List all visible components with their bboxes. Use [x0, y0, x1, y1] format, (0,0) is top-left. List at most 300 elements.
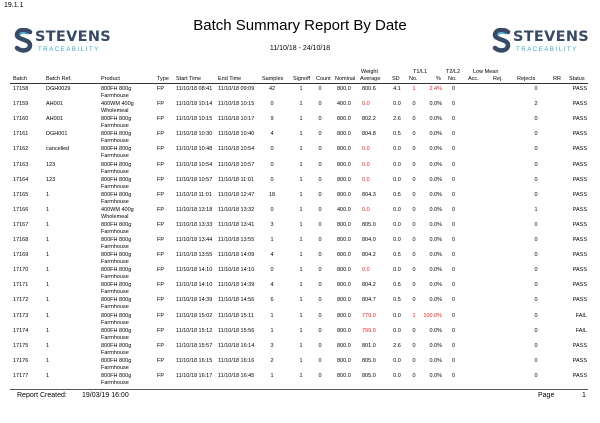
cell-status: PASS: [572, 146, 587, 153]
cell-batch: 17169: [13, 252, 29, 259]
cell-nominal: 800.0: [337, 327, 351, 334]
cell-samples: 6: [270, 297, 274, 304]
cell-signoff: 1: [299, 282, 303, 289]
cell-t1no: 0: [412, 176, 416, 183]
header-t2-no: No.: [448, 76, 457, 82]
cell-signoff: 1: [299, 252, 303, 259]
cell-avg: 0.0: [362, 161, 370, 168]
header-status: Status: [569, 76, 585, 82]
cell-p2: Farmhouse: [101, 198, 129, 205]
cell-p1: 400WM 400g: [101, 101, 134, 108]
cell-start: 11/10/18 13:18: [176, 206, 213, 213]
cell-signoff: 1: [299, 267, 303, 274]
cell-p1: 800FH 800g: [101, 342, 132, 349]
cell-t2: 0: [452, 237, 456, 243]
cell-ref: 1: [46, 297, 50, 304]
cell-signoff: 1: [299, 327, 303, 334]
cell-signoff: 1: [299, 146, 303, 153]
cell-t2: 0: [452, 357, 456, 364]
cell-nominal: 800.0: [337, 86, 351, 92]
cell-signoff: 1: [299, 357, 303, 364]
cell-signoff: 1: [299, 342, 303, 349]
cell-start: 11/10/18 16:17: [176, 372, 213, 379]
cell-status: FAIL: [575, 327, 587, 334]
cell-p1: 800FH 800g: [101, 282, 132, 289]
cell-t1pct: 0.0%: [429, 342, 442, 349]
page-number: 1: [582, 392, 586, 399]
cell-batch: 17164: [13, 176, 29, 183]
cell-avg: 0.0: [362, 176, 370, 183]
cell-rejects: 0: [534, 342, 538, 349]
cell-t1pct: 0.0%: [429, 282, 442, 289]
cell-signoff: 1: [299, 176, 303, 183]
date-range: 11/10/18 - 24/10/18: [269, 45, 331, 52]
cell-t2: 0: [452, 221, 456, 228]
header-start-time: Start Time: [176, 76, 202, 82]
cell-avg: 0.0: [362, 146, 370, 153]
cell-type: FP: [157, 161, 165, 168]
cell-t1pct: 0.0%: [429, 372, 442, 379]
cell-count: 0: [318, 221, 322, 228]
cell-batch: 17166: [13, 206, 29, 213]
cell-start: 11/10/18 16:15: [176, 357, 213, 364]
cell-sd: 0.5: [393, 131, 401, 138]
cell-p2: Farmhouse: [101, 259, 129, 266]
cell-count: 0: [318, 116, 322, 123]
cell-p1: 800FH 800g: [101, 116, 132, 123]
cell-t2: 0: [452, 206, 456, 213]
cell-count: 0: [318, 327, 322, 334]
cell-rejects: 0: [534, 237, 538, 243]
cell-type: FP: [157, 221, 165, 228]
cell-ref: 123: [46, 176, 56, 183]
cell-status: PASS: [572, 252, 587, 259]
cell-p1: 800FH 800g: [101, 357, 132, 364]
cell-sd: 4.1: [393, 86, 401, 92]
cell-start: 11/10/18 10:14: [176, 101, 213, 108]
cell-nominal: 800.0: [337, 312, 351, 319]
cell-rejects: 1: [534, 206, 538, 213]
cell-sd: 0.0: [393, 176, 401, 183]
cell-rejects: 0: [534, 357, 538, 364]
cell-batch: 17163: [13, 161, 29, 168]
cell-count: 0: [318, 237, 322, 243]
cell-batch: 17162: [13, 146, 29, 153]
cell-p2: Farmhouse: [101, 138, 129, 145]
cell-rejects: 0: [534, 267, 538, 274]
cell-ref: cancelled: [46, 146, 70, 153]
cell-type: FP: [157, 312, 165, 319]
cell-ref: 123: [46, 161, 56, 168]
cell-end: 11/10/18 16:14: [218, 342, 255, 349]
header-batch: Batch: [13, 76, 28, 82]
cell-samples: 9: [270, 116, 274, 123]
cell-sd: 0.0: [393, 327, 401, 334]
stevens-logo-left: [14, 28, 112, 55]
cell-start: 11/10/18 08:41: [176, 86, 213, 92]
cell-t1no: 0: [412, 252, 416, 259]
cell-batch: 17177: [13, 372, 29, 379]
cell-nominal: 400.0: [337, 101, 351, 108]
cell-sd: 0.0: [393, 357, 401, 364]
cell-t1no: 0: [412, 191, 416, 198]
cell-p1: 800FH 800g: [101, 131, 132, 138]
cell-type: FP: [157, 146, 165, 153]
cell-samples: 3: [270, 221, 274, 228]
cell-rejects: 0: [534, 221, 538, 228]
header-weight: Weight: [361, 69, 379, 75]
cell-batch: 17159: [13, 101, 29, 108]
cell-t1pct: 0.0%: [429, 297, 442, 304]
cell-end: 11/10/18 15:11: [218, 312, 254, 319]
cell-status: PASS: [572, 161, 587, 168]
cell-status: PASS: [572, 282, 587, 289]
cell-type: FP: [157, 237, 165, 243]
cell-t1pct: 100.0%: [423, 312, 442, 319]
cell-t2: 0: [452, 252, 456, 259]
stevens-s-icon: [14, 28, 34, 54]
cell-avg: 804.7: [362, 297, 376, 304]
cell-t2: 0: [452, 372, 456, 379]
cell-rejects: 0: [534, 116, 538, 123]
cell-count: 0: [318, 131, 322, 138]
cell-type: FP: [157, 101, 165, 108]
cell-nominal: 800.0: [337, 282, 351, 289]
cell-sd: 0.5: [393, 297, 401, 304]
cell-end: 11/10/18 10:15: [218, 101, 255, 108]
cell-samples: 0: [270, 176, 274, 183]
cell-batch: 17161: [13, 131, 29, 138]
cell-t1pct: 0.0%: [429, 237, 442, 243]
cell-start: 11/10/18 14:10: [176, 282, 213, 289]
cell-end: 11/10/18 14:39: [218, 282, 255, 289]
header-samples: Samples: [262, 76, 284, 82]
cell-start: 11/10/18 13:33: [176, 221, 213, 228]
cell-t1no: 0: [412, 116, 416, 123]
cell-end: 11/10/18 09:09: [218, 86, 255, 92]
cell-t1no: 1: [412, 312, 416, 319]
cell-t1no: 0: [412, 101, 416, 108]
cell-nominal: 800.0: [337, 237, 351, 243]
cell-status: PASS: [572, 131, 587, 138]
cell-t1no: 0: [412, 237, 416, 243]
cell-t1no: 0: [412, 161, 416, 168]
cell-batch: 17170: [13, 267, 29, 274]
cell-signoff: 1: [299, 312, 303, 319]
stevens-logo-right: [492, 28, 590, 55]
cell-samples: 42: [268, 86, 276, 92]
cell-signoff: 1: [299, 161, 303, 168]
cell-samples: 0: [270, 101, 274, 108]
cell-nominal: 800.0: [337, 161, 351, 168]
cell-sd: 2.6: [393, 116, 401, 123]
cell-start: 11/10/18 15:12: [176, 327, 213, 334]
cell-batch: 17165: [13, 191, 29, 198]
logo-sub: TRACEABILITY: [516, 47, 578, 53]
cell-signoff: 1: [299, 101, 303, 108]
cell-p1: 800FH 800g: [101, 191, 132, 198]
cell-count: 0: [318, 372, 322, 379]
cell-batch: 17171: [13, 282, 29, 289]
cell-status: PASS: [572, 86, 587, 92]
cell-t1pct: 0.0%: [429, 327, 442, 334]
logo-word: STEVENS: [35, 29, 112, 45]
header-t1l1: T1/L1: [413, 69, 428, 75]
cell-ref: 1: [46, 342, 50, 349]
cell-samples: 1: [270, 327, 274, 334]
cell-nominal: 800.0: [337, 357, 351, 364]
cell-t2: 0: [452, 282, 456, 289]
cell-ref: DGH001: [46, 131, 68, 138]
cell-type: FP: [157, 176, 165, 183]
cell-batch: 17160: [13, 116, 29, 123]
header-low-mean: Low Mean: [473, 69, 499, 75]
cell-end: 11/10/18 10:40: [218, 131, 255, 138]
cell-type: FP: [157, 357, 165, 364]
cell-t1pct: 0.0%: [429, 206, 442, 213]
cell-samples: 1: [270, 312, 274, 319]
cell-batch: 17158: [13, 86, 29, 92]
cell-t1pct: 0.0%: [429, 101, 442, 108]
cell-t1pct: 0.0%: [429, 357, 442, 364]
cell-t1no: 0: [412, 372, 416, 379]
logo-word: STEVENS: [513, 29, 590, 45]
cell-status: PASS: [572, 237, 587, 243]
cell-count: 0: [318, 146, 322, 153]
cell-status: PASS: [572, 116, 587, 123]
cell-p2: Farmhouse: [101, 319, 129, 326]
cell-batch: 17174: [13, 327, 29, 334]
header-rr: RR: [553, 76, 561, 82]
header-count: Count: [316, 76, 331, 82]
cell-status: PASS: [572, 101, 587, 108]
cell-nominal: 800.0: [337, 252, 351, 259]
cell-rejects: 0: [534, 191, 538, 198]
cell-samples: 4: [270, 131, 274, 138]
cell-nominal: 800.0: [337, 297, 351, 304]
report-title: Batch Summary Report By Date: [193, 17, 407, 34]
cell-t2: 0: [452, 86, 456, 92]
cell-t1pct: 0.0%: [429, 221, 442, 228]
cell-p1: 800FH 800g: [101, 252, 132, 259]
cell-type: FP: [157, 327, 165, 334]
cell-nominal: 800.0: [337, 342, 351, 349]
cell-rejects: 0: [534, 176, 538, 183]
cell-t1pct: 0.0%: [429, 146, 442, 153]
cell-t2: 0: [452, 312, 456, 319]
cell-t2: 0: [452, 131, 456, 138]
cell-p2: Farmhouse: [101, 379, 129, 386]
header-product: Product: [101, 76, 120, 82]
cell-sd: 0.0: [393, 312, 401, 319]
cell-p1: 800FH 800g: [101, 161, 132, 168]
cell-samples: 18: [268, 191, 276, 198]
cell-t2: 0: [452, 267, 456, 274]
cell-p1: 800FH 800g: [101, 297, 132, 304]
cell-start: 11/10/18 10:57: [176, 176, 213, 183]
cell-signoff: 1: [299, 131, 303, 138]
cell-count: 0: [318, 101, 322, 108]
cell-t2: 0: [452, 176, 456, 183]
stevens-s-icon: [492, 28, 512, 54]
cell-rejects: 0: [534, 282, 538, 289]
cell-samples: 0: [270, 146, 274, 153]
cell-start: 11/10/18 10:30: [176, 131, 213, 138]
cell-t1pct: 0.0%: [429, 161, 442, 168]
cell-end: 11/10/18 13:55: [218, 237, 255, 243]
cell-t2: 0: [452, 191, 456, 198]
header-average: Average: [360, 76, 381, 82]
cell-nominal: 800.0: [337, 372, 351, 379]
cell-nominal: 800.0: [337, 146, 351, 153]
cell-signoff: 1: [299, 372, 303, 379]
report-created-value: 19/03/19 16:00: [82, 392, 129, 399]
cell-t1pct: 0.0%: [429, 252, 442, 259]
cell-end: 11/10/18 14:10: [218, 267, 255, 274]
cell-ref: 1: [46, 312, 50, 319]
cell-p2: Farmhouse: [101, 244, 129, 250]
cell-p1: 800FH 800g: [101, 221, 132, 228]
cell-count: 0: [318, 267, 322, 274]
version-label: 19.1.1: [4, 2, 24, 9]
cell-signoff: 1: [299, 191, 303, 198]
cell-p2: Farmhouse: [101, 183, 129, 190]
cell-end: 11/10/18 10:17: [218, 116, 255, 123]
cell-type: FP: [157, 206, 165, 213]
cell-type: FP: [157, 116, 165, 123]
cell-count: 0: [318, 252, 322, 259]
cell-p1: 800FH 800g: [101, 237, 132, 243]
cell-type: FP: [157, 86, 165, 92]
header-t2l2: T2/L2: [446, 69, 461, 75]
cell-end: 11/10/18 12:47: [218, 191, 255, 198]
cell-count: 0: [318, 191, 322, 198]
cell-sd: 2.6: [393, 342, 401, 349]
cell-ref: 1: [46, 267, 50, 274]
cell-rejects: 0: [534, 327, 538, 334]
cell-ref: 1: [46, 206, 50, 213]
cell-rejects: 0: [534, 131, 538, 138]
cell-t1no: 0: [412, 267, 416, 274]
cell-end: 11/10/18 14:09: [218, 252, 255, 259]
cell-nominal: 800.0: [337, 116, 351, 123]
cell-rejects: 0: [534, 297, 538, 304]
cell-status: PASS: [572, 267, 587, 274]
cell-t1no: 0: [412, 206, 416, 213]
cell-avg: 804.2: [362, 282, 376, 289]
logo-sub: TRACEABILITY: [38, 47, 100, 53]
cell-ref: 1: [46, 221, 50, 228]
cell-avg: 805.0: [362, 221, 376, 228]
cell-type: FP: [157, 191, 165, 198]
cell-end: 11/10/18 14:56: [218, 297, 255, 304]
cell-samples: 0: [270, 206, 274, 213]
cell-p1: 800FH 800g: [101, 327, 132, 334]
cell-batch: 17173: [13, 312, 29, 319]
header-rule: [10, 83, 588, 84]
cell-batch: 17175: [13, 342, 29, 349]
cell-type: FP: [157, 267, 165, 274]
header-signoff: Signoff: [293, 76, 311, 82]
cell-p2: Farmhouse: [101, 274, 129, 281]
cell-t1no: 0: [412, 297, 416, 304]
header-type: Type: [157, 76, 169, 82]
cell-avg: 805.0: [362, 357, 376, 364]
cell-nominal: 800.0: [337, 221, 351, 228]
cell-start: 11/10/18 14:39: [176, 297, 213, 304]
cell-ref: 1: [46, 252, 50, 259]
cell-t1no: 1: [412, 86, 416, 92]
cell-sd: 0.0: [393, 206, 401, 213]
cell-type: FP: [157, 342, 165, 349]
cell-batch: 17167: [13, 221, 29, 228]
page-label: Page: [538, 392, 555, 399]
cell-count: 0: [318, 176, 322, 183]
cell-end: 11/10/18 13:41: [218, 221, 255, 228]
cell-status: PASS: [572, 357, 587, 364]
cell-avg: 800.6: [362, 86, 376, 92]
cell-count: 0: [318, 297, 322, 304]
cell-t2: 0: [452, 161, 456, 168]
cell-samples: 3: [270, 342, 274, 349]
cell-signoff: 1: [299, 221, 303, 228]
cell-start: 11/10/18 10:48: [176, 146, 213, 153]
cell-avg: 0.0: [362, 267, 370, 274]
cell-samples: 4: [270, 252, 274, 259]
cell-t2: 0: [452, 327, 456, 334]
cell-sd: 0.0: [393, 237, 401, 243]
cell-t2: 0: [452, 297, 456, 304]
cell-p2: Farmhouse: [101, 334, 129, 341]
cell-ref: 1: [46, 191, 50, 198]
header-rej: Rej.: [493, 76, 503, 82]
cell-nominal: 400.0: [337, 206, 351, 213]
cell-p1: 800FH 800g: [101, 312, 132, 319]
cell-avg: 0.0: [362, 206, 370, 213]
cell-count: 0: [318, 86, 322, 92]
cell-avg: 804.8: [362, 131, 376, 138]
cell-samples: 4: [270, 282, 274, 289]
cell-nominal: 800.0: [337, 191, 351, 198]
cell-avg: 804.0: [362, 237, 376, 243]
cell-status: PASS: [572, 297, 587, 304]
cell-count: 0: [318, 206, 322, 213]
cell-avg: 804.2: [362, 252, 376, 259]
cell-status: PASS: [572, 206, 587, 213]
cell-end: 11/10/18 11:01: [218, 176, 254, 183]
cell-sd: 0.0: [393, 372, 401, 379]
cell-count: 0: [318, 161, 322, 168]
cell-ref: 1: [46, 237, 50, 243]
cell-start: 11/10/18 13:55: [176, 252, 213, 259]
cell-t1pct: 0.0%: [429, 131, 442, 138]
cell-rejects: 0: [534, 372, 538, 379]
cell-type: FP: [157, 372, 165, 379]
cell-t2: 0: [452, 116, 456, 123]
cell-signoff: 1: [299, 86, 303, 92]
cell-type: FP: [157, 252, 165, 259]
cell-ref: AH001: [46, 116, 63, 123]
cell-ref: 1: [46, 372, 50, 379]
cell-count: 0: [318, 342, 322, 349]
cell-t1no: 0: [412, 357, 416, 364]
cell-t1pct: 0.0%: [429, 191, 442, 198]
cell-status: FAIL: [575, 312, 587, 319]
report-created-label: Report Created:: [17, 392, 67, 399]
cell-rejects: 0: [534, 146, 538, 153]
cell-samples: 0: [270, 161, 274, 168]
cell-p2: Farmhouse: [101, 228, 129, 235]
